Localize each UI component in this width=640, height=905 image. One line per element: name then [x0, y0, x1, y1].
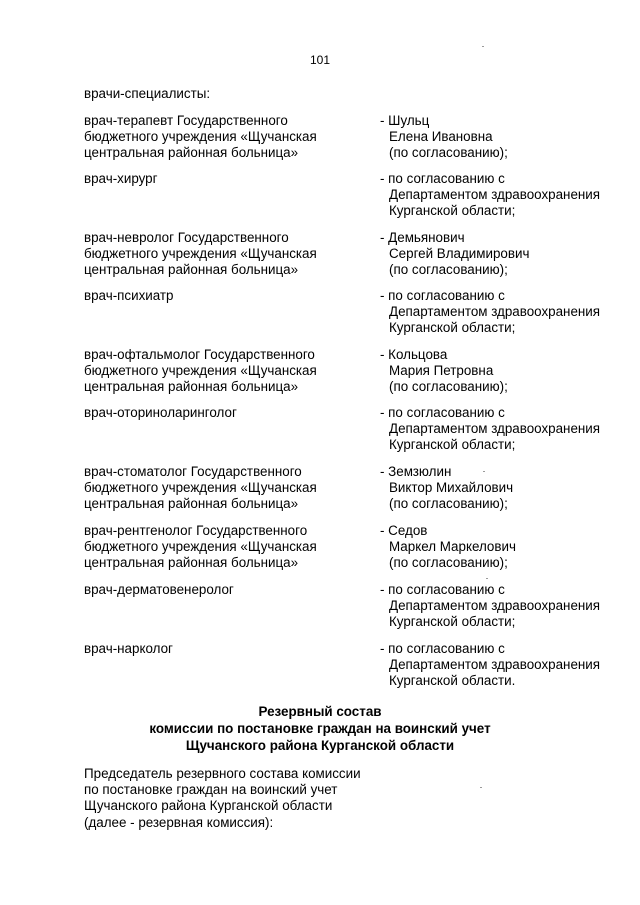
text-line: - Кольцова [380, 347, 448, 362]
title-line: комиссии по постановке граждан на воинский учет [149, 721, 491, 736]
text-line: центральная районная больница» [84, 145, 299, 161]
text-line: - по согласованию с [380, 641, 505, 656]
text-line: (по согласованию); [389, 496, 508, 512]
person-text [380, 113, 620, 162]
text-line: центральная районная больница» [84, 262, 299, 278]
text-line: Курганской области. [389, 673, 516, 689]
text-line: Департаментом здравоохранения [389, 304, 601, 320]
position-text [84, 347, 354, 396]
text-line: центральная районная больница» [84, 555, 299, 571]
page-number: 101 [309, 53, 331, 67]
person-text [380, 582, 620, 631]
text-line: Департаментом здравоохранения [389, 598, 601, 614]
text-line: врач-психиатр [84, 288, 174, 303]
text-line: врач-невролог Государственного [84, 230, 289, 245]
text-line: - по согласованию с [380, 405, 505, 420]
scan-speck [482, 46, 484, 47]
chair-paragraph [84, 766, 361, 831]
text-line: Департаментом здравоохранения [389, 187, 601, 203]
text-line: Курганской области; [389, 203, 516, 219]
position-text [84, 171, 354, 187]
text-line: врач-хирург [84, 171, 158, 186]
text-line: врач-оториноларинголог [84, 405, 237, 420]
text-line: - по согласованию с [380, 171, 505, 186]
scan-speck [486, 578, 488, 579]
text-line: врач-дерматовенеролог [84, 582, 234, 597]
title-line: Щучанского района Курганской области [185, 738, 455, 753]
position-text [84, 641, 354, 657]
person-text [380, 464, 620, 513]
person-text [380, 171, 620, 220]
person-text [380, 230, 620, 279]
text-line: Курганской области; [389, 437, 516, 453]
text-line: врач-офтальмолог Государственного [84, 347, 315, 362]
text-line: центральная районная больница» [84, 379, 299, 395]
text-line: врач-терапевт Государственного [84, 113, 288, 128]
person-text [380, 405, 620, 454]
text-line: (по согласованию); [389, 262, 508, 278]
position-text [84, 405, 354, 421]
text-line: - по согласованию с [380, 582, 505, 597]
text-line: бюджетного учреждения «Щучанская [84, 129, 317, 145]
text-line: центральная районная больница» [84, 496, 299, 512]
scan-speck [480, 787, 482, 788]
text-line: - Шульц [380, 113, 430, 128]
position-text [84, 113, 354, 162]
text-line: Председатель резервного состава комиссии [84, 766, 361, 781]
text-line: - Седов [380, 523, 428, 538]
scan-speck [483, 471, 485, 472]
text-line: Мария Петровна [389, 363, 494, 379]
person-text [380, 641, 620, 690]
text-line: врач-рентгенолог Государственного [84, 523, 308, 538]
position-text [84, 230, 354, 279]
position-text [84, 582, 354, 598]
text-line: Курганской области; [389, 614, 516, 630]
text-line: врач-стоматолог Государственного [84, 464, 302, 479]
position-text [84, 464, 354, 513]
text-line: бюджетного учреждения «Щучанская [84, 480, 317, 496]
text-line: Елена Ивановна [389, 129, 493, 145]
section-heading: врачи-специалисты: [84, 86, 211, 101]
text-line: Маркел Маркелович [389, 539, 516, 555]
position-text [84, 523, 354, 572]
text-line: Департаментом здравоохранения [389, 657, 601, 673]
text-line: бюджетного учреждения «Щучанская [84, 363, 317, 379]
title-line: Резервный состав [258, 704, 382, 719]
reserve-section-title [0, 703, 640, 754]
person-text [380, 347, 620, 396]
text-line: - Демьянович [380, 230, 465, 245]
text-line: по постановке граждан на воинский учет [84, 782, 338, 798]
text-line: - по согласованию с [380, 288, 505, 303]
text-line: Сергей Владимирович [389, 246, 530, 262]
text-line: врач-нарколог [84, 641, 173, 656]
text-line: - Земзюлин [380, 464, 452, 479]
text-line: Виктор Михайлович [389, 480, 514, 496]
text-line: (далее - резервная комиссия): [84, 814, 274, 830]
text-line: бюджетного учреждения «Щучанская [84, 539, 317, 555]
text-line: Щучанского района Курганской области [84, 798, 333, 814]
text-line: бюджетного учреждения «Щучанская [84, 246, 317, 262]
person-text [380, 288, 620, 337]
text-line: Курганской области; [389, 320, 516, 336]
person-text [380, 523, 620, 572]
text-line: (по согласованию); [389, 145, 508, 161]
position-text [84, 288, 354, 304]
text-line: Департаментом здравоохранения [389, 421, 601, 437]
text-line: (по согласованию); [389, 555, 508, 571]
text-line: (по согласованию); [389, 379, 508, 395]
